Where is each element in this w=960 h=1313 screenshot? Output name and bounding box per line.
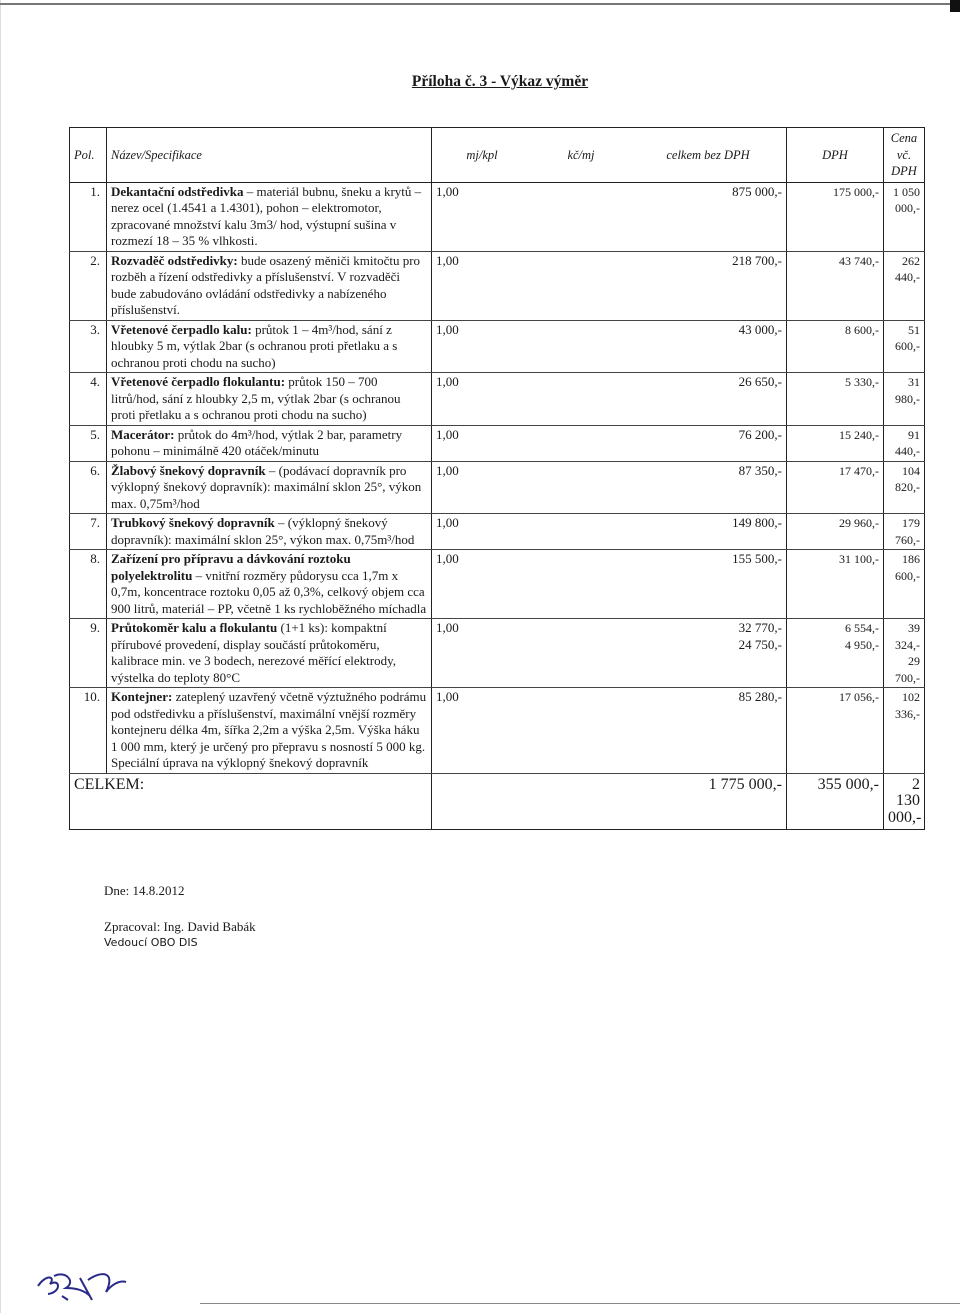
item-mj: 1,00 xyxy=(432,251,533,320)
header-name: Název/Specifikace xyxy=(107,128,432,183)
item-cena-value: 262 440,- xyxy=(895,253,920,284)
item-celkem xyxy=(630,550,787,619)
item-celkem-value: 87 350,- xyxy=(738,462,782,478)
item-celkem-value-2: 24 750,- xyxy=(738,636,782,652)
item-name: Rozvaděč odstředivky: xyxy=(111,252,238,268)
table-row xyxy=(70,182,925,251)
item-celkem xyxy=(630,373,787,426)
header-cena: Cena vč. DPH xyxy=(884,128,925,183)
item-kc xyxy=(532,550,630,619)
item-kc xyxy=(532,514,630,550)
table-row xyxy=(70,550,925,619)
item-kc xyxy=(532,182,630,251)
item-celkem xyxy=(630,688,787,774)
item-celkem-value: 32 770,- xyxy=(738,620,782,635)
table-body xyxy=(70,182,925,773)
item-celkem-value: 155 500,- xyxy=(732,551,782,566)
item-cena xyxy=(884,373,925,426)
bill-of-quantities-table xyxy=(69,127,925,830)
item-specification xyxy=(107,550,432,619)
total-cena: 2 130 000,- xyxy=(884,773,925,830)
item-celkem xyxy=(630,251,787,320)
item-cena-value: 39 324,- xyxy=(895,621,920,652)
scan-corner-mark xyxy=(950,0,960,12)
item-dph-value: 17 470,- xyxy=(839,463,879,478)
item-specification xyxy=(107,688,432,774)
item-specification xyxy=(107,182,432,251)
item-specification xyxy=(107,251,432,320)
item-kc xyxy=(532,251,630,320)
item-dph-value: 17 056,- xyxy=(839,690,879,704)
item-description: průtok do 4m³/hod, výtlak 2 bar, parametry pohonu – minimálně 420 otáček/minutu xyxy=(111,426,403,458)
header-dph: DPH xyxy=(787,128,884,183)
item-cena xyxy=(884,320,925,373)
item-dph-value: 31 100,- xyxy=(839,552,879,566)
item-cena xyxy=(884,550,925,619)
item-number: 2. xyxy=(70,251,107,320)
table-row xyxy=(70,461,925,514)
item-mj: 1,00 xyxy=(432,619,533,688)
header-celkem: celkem bez DPH xyxy=(630,128,787,183)
item-celkem xyxy=(630,320,787,373)
item-name: Žlabový šnekový dopravník xyxy=(111,462,266,478)
item-description: – (výklopný šnekový dopravník): maximální sklon 25°, výkon max. 0,75m³/hod xyxy=(111,515,415,547)
item-number: 4. xyxy=(70,373,107,426)
item-cena xyxy=(884,514,925,550)
footer-position: Vedoucí OBO DIS xyxy=(104,936,198,949)
item-dph xyxy=(787,550,884,619)
item-cena xyxy=(884,461,925,514)
item-dph xyxy=(787,688,884,774)
item-dph-value: 43 740,- xyxy=(839,253,879,268)
item-specification xyxy=(107,425,432,461)
total-celkem: 1 775 000,- xyxy=(630,773,787,830)
item-dph xyxy=(787,425,884,461)
item-kc xyxy=(532,688,630,774)
scan-bottom-rule xyxy=(200,1303,960,1304)
item-dph-value: 175 000,- xyxy=(833,184,879,199)
item-mj: 1,00 xyxy=(432,373,533,426)
table-row xyxy=(70,514,925,550)
item-name: Vřetenové čerpadlo kalu: xyxy=(111,321,252,337)
table-row xyxy=(70,251,925,320)
item-dph xyxy=(787,373,884,426)
scan-top-rule xyxy=(0,3,960,5)
page-title: Příloha č. 3 - Výkaz výměr xyxy=(411,73,589,90)
header-kc: kč/mj xyxy=(532,128,630,183)
item-mj: 1,00 xyxy=(432,425,533,461)
item-dph xyxy=(787,461,884,514)
handwritten-signature xyxy=(32,1266,132,1306)
item-name: Zařízení pro přípravu a dávkování roztoku polyelektrolitu xyxy=(111,551,351,583)
header-pol: Pol. xyxy=(70,128,107,183)
item-celkem-value: 26 650,- xyxy=(738,374,782,389)
item-kc xyxy=(532,373,630,426)
item-cena-value-2: 29 700,- xyxy=(895,654,920,685)
item-name: Macerátor: xyxy=(111,426,175,442)
item-number: 1. xyxy=(70,182,107,251)
item-celkem-value: 85 280,- xyxy=(738,689,782,704)
item-number: 10. xyxy=(70,688,107,774)
item-cena-value: 186 600,- xyxy=(895,552,920,583)
item-mj: 1,00 xyxy=(432,550,533,619)
item-mj: 1,00 xyxy=(432,688,533,774)
table-row xyxy=(70,425,925,461)
item-dph xyxy=(787,514,884,550)
item-celkem-value: 218 700,- xyxy=(732,252,782,268)
item-description: – vnitřní rozměry půdorysu cca 1,7m x 0,7m, koncentrace roztoku 0,05 až 0,3%, celkový objem cca 900 litrů, materiál – PP, včetně 1 ks rychloběžného míchadla xyxy=(111,567,427,616)
item-celkem-value: 43 000,- xyxy=(738,321,782,337)
item-cena xyxy=(884,425,925,461)
table-row xyxy=(70,619,925,688)
item-name: Průtokoměr kalu a flokulantu xyxy=(111,620,278,635)
item-cena-value: 91 440,- xyxy=(895,427,920,458)
item-dph-value: 8 600,- xyxy=(845,322,879,337)
item-description: – (podávací dopravník pro výklopný šnekový dopravník): maximální sklon 25°, výkon max. 0,75m³/hod xyxy=(111,462,422,511)
item-specification xyxy=(107,514,432,550)
item-celkem xyxy=(630,619,787,688)
item-celkem xyxy=(630,461,787,514)
item-cena-value: 51 600,- xyxy=(895,322,920,353)
item-cena xyxy=(884,688,925,774)
item-celkem-value: 875 000,- xyxy=(732,183,782,199)
item-celkem-value: 149 800,- xyxy=(732,515,782,530)
item-dph-value: 5 330,- xyxy=(845,375,879,389)
table-row xyxy=(70,320,925,373)
item-description: průtok 150 – 700 litrů/hod, sání z hloubky 2,5 m, výtlak 2bar (s ochranou proti přetlaku a s ochranou proti chodu na sucho) xyxy=(111,374,401,422)
table-header-row xyxy=(70,128,925,183)
item-celkem xyxy=(630,182,787,251)
item-specification xyxy=(107,619,432,688)
item-mj: 1,00 xyxy=(432,514,533,550)
item-dph-value: 6 554,- xyxy=(845,621,879,635)
item-specification xyxy=(107,461,432,514)
item-specification xyxy=(107,373,432,426)
item-cena-value: 1 050 000,- xyxy=(893,184,920,215)
item-cena-value: 179 760,- xyxy=(895,516,920,547)
footer-prepared-by: Zpracoval: Ing. David Babák xyxy=(104,919,256,934)
item-number: 8. xyxy=(70,550,107,619)
footer-date: Dne: 14.8.2012 xyxy=(104,883,185,898)
item-celkem xyxy=(630,514,787,550)
item-kc xyxy=(532,425,630,461)
item-celkem xyxy=(630,425,787,461)
item-mj: 1,00 xyxy=(432,320,533,373)
item-description: – materiál bubnu, šneku a krytů – nerez ocel (1.4541 a 1.4301), pohon – elektromotor, zpracované množství kalu 3m3/ hod, výstupní sušina v rozmezí 18 – 35 % vlhkosti. xyxy=(111,183,422,248)
item-kc xyxy=(532,619,630,688)
item-dph xyxy=(787,320,884,373)
item-cena xyxy=(884,619,925,688)
table-row xyxy=(70,688,925,774)
item-mj: 1,00 xyxy=(432,461,533,514)
item-dph-value: 29 960,- xyxy=(839,516,879,530)
total-dph: 355 000,- xyxy=(787,773,884,830)
item-dph-value: 15 240,- xyxy=(839,427,879,442)
item-cena xyxy=(884,182,925,251)
item-cena xyxy=(884,251,925,320)
item-mj: 1,00 xyxy=(432,182,533,251)
item-specification xyxy=(107,320,432,373)
table-row xyxy=(70,373,925,426)
item-description: bude osazený měniči kmitočtu pro rozběh a řízení odstředivky a příslušenství. V rozvaděči bude zabudováno ovládání odstředivky a nabízeného příslušenství. xyxy=(111,252,421,317)
item-dph xyxy=(787,182,884,251)
item-number: 9. xyxy=(70,619,107,688)
item-celkem-value: 76 200,- xyxy=(738,426,782,442)
item-kc xyxy=(532,320,630,373)
total-label: CELKEM: xyxy=(70,773,432,830)
item-number: 5. xyxy=(70,425,107,461)
item-dph xyxy=(787,619,884,688)
item-description: zateplený uzavřený včetně výztužného podrámu pod odstředivku a příslušenství, maximální vnější rozměry kontejneru délka 4m, šířka 2,2m a výška 2,5m. Výška háku 1 000 mm, který je určený pro přepravu s nosností 5 000 kg. Speciální úprava na výklopný šnekový dopravník xyxy=(111,689,427,770)
item-kc xyxy=(532,461,630,514)
item-cena-value: 104 820,- xyxy=(895,463,920,494)
item-number: 3. xyxy=(70,320,107,373)
item-description: průtok 1 – 4m³/hod, sání z hloubky 5 m, výtlak 2bar (s ochranou proti přetlaku a s ochranou proti chodu na sucho) xyxy=(111,321,398,370)
total-row xyxy=(70,773,925,830)
item-dph xyxy=(787,251,884,320)
item-name: Trubkový šnekový dopravník xyxy=(111,515,275,530)
item-dph-value-2: 4 950,- xyxy=(845,637,879,652)
item-cena-value: 31 980,- xyxy=(895,375,920,406)
scan-edge xyxy=(0,0,1,1313)
item-name: Vřetenové čerpadlo flokulantu: xyxy=(111,374,286,389)
item-name: Dekantační odstředivka xyxy=(111,183,244,199)
item-description: (1+1 ks): kompaktní přírubové provedení, display součástí průtokoměru, kalibrace min. ve 3 bodech, nerezové měřící elektrody, výstelka do teploty 80°C xyxy=(111,620,397,685)
item-number: 6. xyxy=(70,461,107,514)
header-mj: mj/kpl xyxy=(432,128,533,183)
item-number: 7. xyxy=(70,514,107,550)
item-cena-value: 102 336,- xyxy=(895,690,920,721)
item-name: Kontejner: xyxy=(111,689,173,704)
